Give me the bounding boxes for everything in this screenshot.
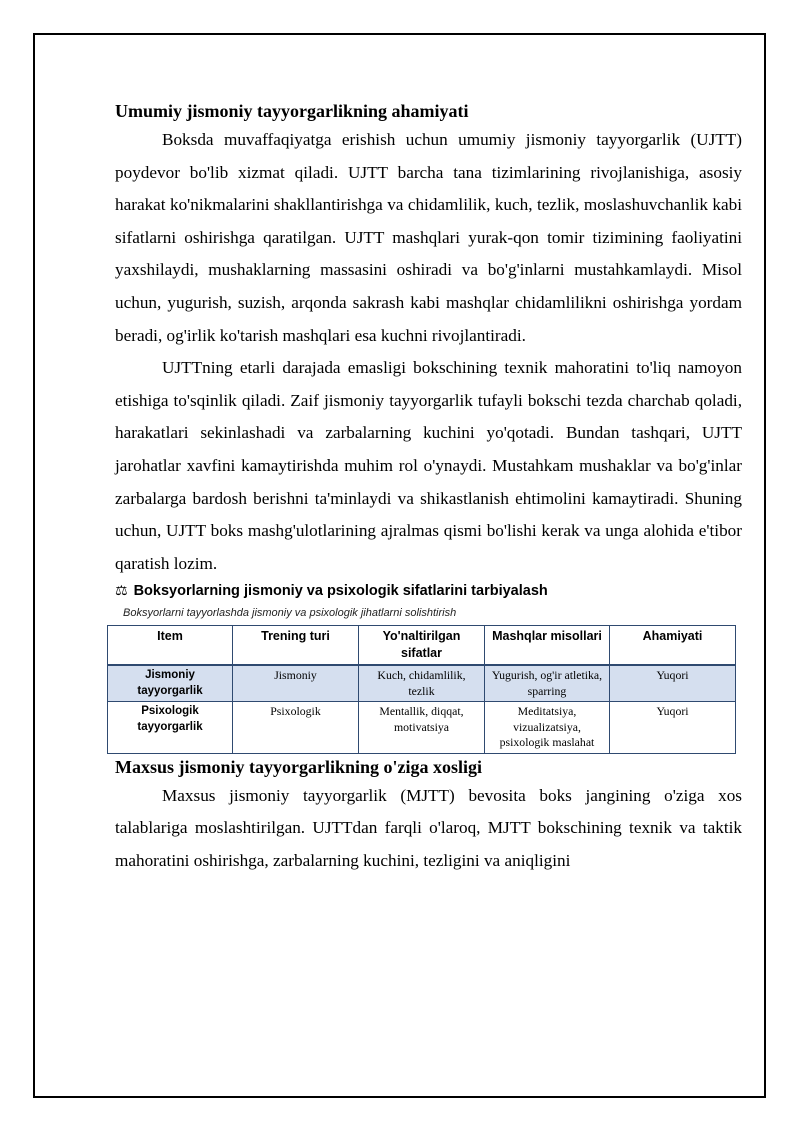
table-header-row (108, 626, 736, 666)
document-body (115, 98, 742, 878)
column-header: Ahamiyati (610, 626, 736, 666)
comparison-table (107, 625, 736, 754)
section-heading-mjtt: Maxsus jismoniy tayyorgarlikning o'ziga xosligi (115, 756, 483, 777)
table-caption: Boksyorlarni tayyorlashda jismoniy va psixologik jihatlarni solishtirish (123, 607, 457, 620)
column-header: Item (108, 626, 233, 666)
table-cell: Yuqori (610, 665, 736, 702)
table-cell: Yuqori (610, 702, 736, 754)
paragraph: Boksda muvaffaqiyatga erishish uchun umumiy jismoniy tayyorgarlik (UJTT) poydevor bo'lib xizmat qiladi. UJTT barcha tana tizimlarining rivojlanishiga, asosiy harakat ko'nikmalarini shakllantirishga va chidamlilik, kuch, tezlik, moslashuvchanlik kabi sifatlarni oshirishga qaratilgan. UJTT mashqlari yurak-qon tomir tizimining faoliyatini yaxshilaydi, mushaklarning massasini oshiradi va bo'g'inlarni mustahkamlaydi. Misol uchun, yugurish, suzish, arqonda sakrash kabi mashqlar chidamlilikni oshirishga yordam beradi, og'irlik ko'tarish mashqlari esa kuchni rivojlantiradi. (115, 130, 742, 345)
table-cell: Psixologik tayyorgarlik (108, 702, 233, 754)
table-heading-text: Boksyorlarning jismoniy va psixologik sifatlarini tarbiyalash (133, 583, 548, 600)
table-heading (115, 580, 742, 602)
table-cell: Psixologik (233, 702, 359, 754)
column-header: Mashqlar misollari (485, 626, 610, 666)
table-cell: Yugurish, og'ir atletika, sparring (485, 665, 610, 702)
table-cell: Jismoniy (233, 665, 359, 702)
table-cell: Meditatsiya, vizualizatsiya, psixologik maslahat (485, 702, 610, 754)
column-header: Trening turi (233, 626, 359, 666)
table-cell: Jismoniy tayyorgarlik (108, 665, 233, 702)
table-row (108, 665, 736, 702)
paragraph: UJTTning etarli darajada emasligi bokschining texnik mahoratini to'liq namoyon etishiga to'sqinlik qiladi. Zaif jismoniy tayyorgarlik tufayli bokschi tezda charchab qoladi, harakatlari sekinlashadi va zarbalarning kuchini yo'qotadi. Bundan tashqari, UJTT jarohatlar xavfini kamaytirishda muhim rol o'ynaydi. Mustahkam mushaklar va bo'g'inlar zarbalarga bardosh berishni ta'minlaydi va shikastlanish ehtimolini kamaytiradi. Shuning uchun, UJTT boks mashg'ulotlarining ajralmas qismi bo'lishi kerak va unga alohida e'tibor qaratish lozim. (115, 358, 742, 573)
table-cell: Mentallik, diqqat, motivatsiya (359, 702, 485, 754)
balance-scale-icon: ⚖ (115, 583, 128, 600)
paragraph: Maxsus jismoniy tayyorgarlik (MJTT) bevosita boks jangining o'ziga xos talablariga moslashtirilgan. UJTTdan farqli o'laroq, MJTT bokschining texnik va taktik mahoratini oshirishga, zarbalarning kuchini, tezligini va aniqligini (115, 785, 742, 870)
table-row (108, 702, 736, 754)
column-header: Yo'naltirilgan sifatlar (359, 626, 485, 666)
section-heading-ujtt: Umumiy jismoniy tayyorgarlikning ahamiyati (115, 101, 469, 121)
table-cell: Kuch, chidamlilik, tezlik (359, 665, 485, 702)
